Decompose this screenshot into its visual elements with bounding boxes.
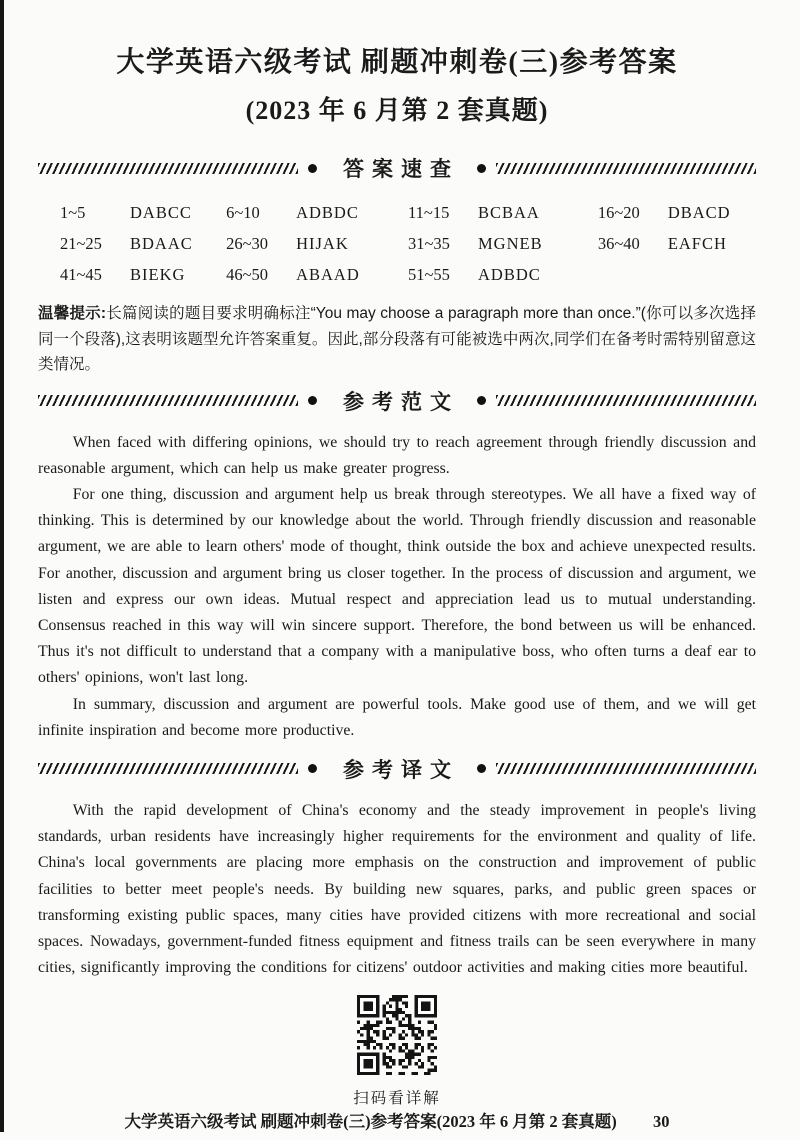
qr-caption: 扫码看详解 [353,1090,441,1108]
answer-cell [408,201,598,225]
answer-cell [226,263,408,287]
section-divider-translation [38,754,756,784]
answer-letters: DBACD [667,203,731,222]
question-range: 21~25 [60,234,102,253]
answer-cell [226,232,408,256]
tip-label: 温馨提示: [38,305,107,322]
answer-cell [60,232,226,256]
page-subtitle: (2023 年 6 月第 2 套真题) [245,96,549,125]
answer-letters: DABCC [130,203,192,222]
question-range: 46~50 [226,265,269,284]
bullet-icon [477,396,486,405]
question-range: 41~45 [60,265,102,284]
essay-paragraph: When faced with differing opinions, we should try to reach agreement through friendly discussion and reasonable argument, which can help us make greater progress. [38,433,756,477]
essay-paragraph: For one thing, discussion and argument help us break through stereotypes. We all have a fixed way of thinking. This is determined by our knowledge about the world. Through friendly discussion and reasonable argument, we are able to learn others' mode of thought, think outside the box and achieve unexpected results. For another, discussion and argument bring us closer together. In the process of discussion and argument, we listen and express our own ideas. Mutual respect and appreciation lead us to mutual understanding. Consensus reached in this way will win sincere support. Therefore, the bond between us will be enhanced. Thus it's not difficult to understand that a company with a manipulative boss, who often turns a deaf ear to others' opinions, won't last long. [38,485,756,687]
translation-paragraph: With the rapid development of China's economy and the steady improvement in people's living standards, urban residents have increasingly higher requirements for the environment and quality of life. China's local governments are placing more emphasis on the construction and improvement of public facilities to better meet people's needs. By building new squares, parks, and public green spaces or transforming existing public spaces, many cities have provided citizens with more recreational and social spaces. Nowadays, government-funded fitness equipment and fitness trails can be seen everywhere in many cities, significantly improving the conditions for citizens' outdoor activities and making cities more beautiful. [38,801,756,977]
translation-body [38,798,756,981]
tip-text: 长篇阅读的题目要求明确标注“You may choose a paragraph more than once.”(你可以多次选择同一个段落),这表明该题型允许答案重复。因此,部分段落有可能被选中两次,同学们在备考时需特别留意这类情况。 [38,305,756,373]
question-range: 31~35 [408,234,450,253]
page-footer [38,1108,756,1140]
bullet-icon [308,396,317,405]
page-title: 大学英语六级考试 刷题冲刺卷(三)参考答案 [116,47,678,78]
qr-block [38,995,756,1108]
bullet-icon [477,764,486,773]
hatch-line-right [496,163,756,174]
answer-grid [60,201,756,287]
answer-letters: BCBAA [478,203,540,222]
answer-cell [226,201,408,225]
section-heading-translation: 参考译文 [343,758,459,782]
question-range: 36~40 [597,234,640,253]
bullet-icon [477,164,486,173]
answer-cell [408,263,598,287]
answer-letters: BIEKG [130,265,186,284]
answer-letters: BDAAC [130,234,193,253]
answer-letters: HIJAK [296,234,349,253]
section-heading-quick-check: 答案速查 [343,158,459,181]
hatch-line-right [496,763,756,774]
question-range: 11~15 [408,203,450,222]
section-divider-essay [38,386,756,416]
hatch-line-left [38,763,298,774]
answer-letters: ADBDC [296,203,359,222]
answer-cell [598,232,756,256]
qr-code [357,995,437,1075]
answer-cell [60,201,226,225]
hatch-line-left [38,163,298,174]
tip-note [38,301,756,378]
answer-letters: ABAAD [296,265,360,284]
hatch-line-right [496,395,756,406]
essay-paragraph: In summary, discussion and argument are powerful tools. Make good use of them, and we will get infinite inspiration and become more productive. [38,695,756,739]
bullet-icon [308,764,317,773]
hatch-line-left [38,395,298,406]
answer-cell [598,201,756,225]
question-range: 16~20 [597,203,640,222]
answer-letters: MGNEB [478,234,543,253]
question-range: 26~30 [226,234,269,253]
question-range: 6~10 [226,203,260,222]
answer-cell [60,263,226,287]
section-divider-quick-check [38,153,756,183]
answer-cell [408,232,598,256]
question-range: 1~5 [60,203,86,222]
section-heading-essay: 参考范文 [343,390,459,414]
bullet-icon [308,164,317,173]
question-range: 51~55 [408,265,450,284]
page-number: 30 [653,1112,670,1132]
answer-letters: ADBDC [478,265,541,284]
footer-text: 大学英语六级考试 刷题冲刺卷(三)参考答案(2023 年 6 月第 2 套真题) [124,1112,617,1132]
essay-body [38,430,756,744]
answer-letters: EAFCH [667,234,727,253]
scan-edge-artifact [0,0,4,1132]
